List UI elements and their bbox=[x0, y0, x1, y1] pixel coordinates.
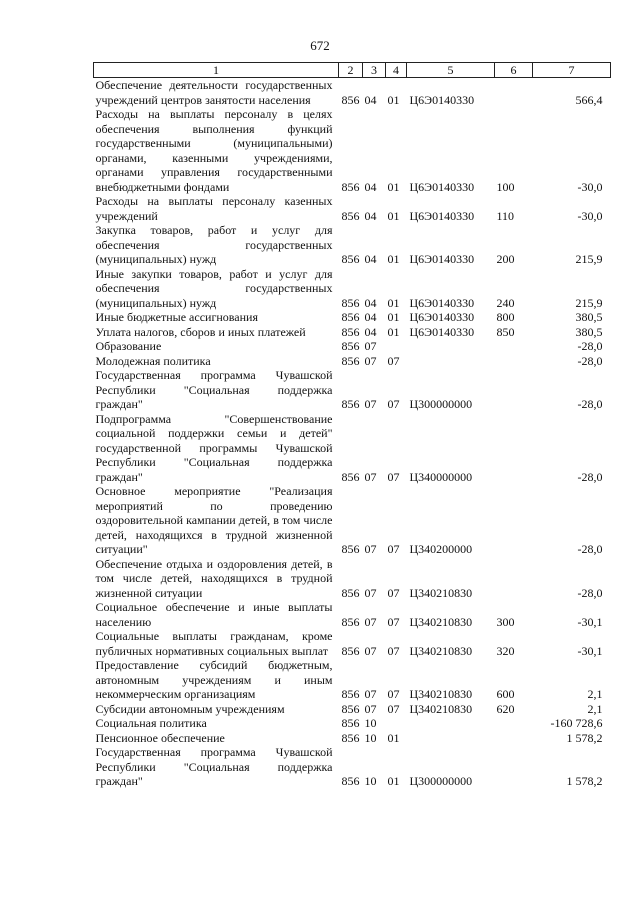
row-col-2: 856 bbox=[341, 687, 360, 701]
row-name: Расходы на выплаты персоналу казенных учреждений bbox=[95, 194, 333, 223]
row-col-5: Ц340000000 bbox=[409, 469, 473, 484]
row-col-5 bbox=[407, 339, 495, 354]
row-col-6 bbox=[495, 745, 533, 789]
row-col-5: Ц300000000 bbox=[409, 397, 473, 411]
row-col-6: 200 bbox=[496, 252, 515, 266]
row-col-2: 856 bbox=[341, 252, 360, 266]
row-name: Иные бюджетные ассигнования bbox=[95, 310, 258, 324]
table-row bbox=[94, 557, 611, 601]
row-col-3: 07 bbox=[364, 585, 377, 600]
row-col-4: 07 bbox=[387, 643, 400, 658]
row-name: Подпрограмма "Совершенствование социальной поддержки семьи и детей" государственной программы Чувашской Республики "Социальная поддержка граждан" bbox=[95, 411, 333, 484]
table-row bbox=[94, 629, 611, 658]
row-col-2: 856 bbox=[341, 353, 360, 368]
row-col-6 bbox=[495, 484, 533, 557]
row-col-6 bbox=[495, 368, 533, 412]
row-col-2: 856 bbox=[341, 310, 360, 324]
row-name: Государственная программа Чувашской Республики "Социальная поддержка граждан" bbox=[95, 368, 333, 411]
row-col-7: 566,4 bbox=[575, 92, 603, 107]
row-col-3: 07 bbox=[364, 701, 377, 716]
row-col-5: Ц300000000 bbox=[409, 774, 473, 788]
row-col-2: 856 bbox=[341, 730, 360, 745]
row-col-7: -28,0 bbox=[577, 542, 603, 556]
row-col-6 bbox=[495, 716, 533, 731]
row-col-5 bbox=[407, 716, 495, 731]
row-col-4: 01 bbox=[387, 208, 400, 223]
row-col-6: 100 bbox=[496, 179, 515, 194]
row-col-4: 07 bbox=[387, 701, 400, 716]
row-col-6: 850 bbox=[496, 324, 515, 339]
header-col-7: 7 bbox=[533, 63, 611, 78]
row-col-5 bbox=[407, 731, 495, 746]
row-col-4: 07 bbox=[387, 397, 400, 411]
table-row bbox=[94, 368, 611, 412]
row-col-3: 04 bbox=[364, 179, 377, 194]
row-col-2: 856 bbox=[341, 339, 360, 353]
row-col-4: 07 bbox=[387, 353, 400, 368]
row-col-5: Ц6Э0140330 bbox=[409, 324, 475, 339]
row-col-7: -30,1 bbox=[577, 643, 603, 658]
row-col-3: 04 bbox=[364, 324, 377, 339]
header-col-3: 3 bbox=[363, 63, 386, 78]
row-col-2: 856 bbox=[341, 92, 360, 107]
row-name: Обеспечение деятельности государственных учреждений центров занятости населения bbox=[95, 78, 333, 107]
row-col-6 bbox=[495, 731, 533, 746]
row-col-5: Ц340210830 bbox=[409, 585, 473, 600]
row-col-7: 215,9 bbox=[575, 252, 603, 266]
row-col-6 bbox=[495, 78, 533, 108]
row-col-3: 07 bbox=[364, 542, 377, 556]
row-col-7: 1 578,2 bbox=[566, 730, 603, 745]
row-col-6: 800 bbox=[496, 310, 515, 324]
row-col-4: 01 bbox=[387, 252, 400, 266]
row-col-3: 07 bbox=[364, 687, 377, 701]
row-name: Социальные выплаты гражданам, кроме публичных нормативных социальных выплат bbox=[95, 629, 333, 658]
row-col-7: 2,1 bbox=[587, 701, 603, 716]
table-row bbox=[94, 107, 611, 194]
table-row bbox=[94, 600, 611, 629]
row-col-2: 856 bbox=[341, 716, 360, 730]
page-number: 672 bbox=[310, 38, 330, 53]
row-col-4: 01 bbox=[387, 324, 400, 339]
row-col-5: Ц6Э0140330 bbox=[409, 252, 475, 266]
row-col-3: 10 bbox=[364, 730, 377, 745]
row-col-7: -28,0 bbox=[577, 339, 603, 353]
row-name: Закупка товаров, работ и услуг для обеспечения государственных (муниципальных) нужд bbox=[95, 223, 333, 266]
row-col-3: 10 bbox=[364, 716, 377, 730]
table-row bbox=[94, 658, 611, 702]
header-col-4: 4 bbox=[386, 63, 407, 78]
row-col-7: 380,5 bbox=[575, 324, 603, 339]
row-col-4: 07 bbox=[387, 469, 400, 484]
row-col-3: 07 bbox=[364, 614, 377, 629]
row-col-3: 04 bbox=[364, 310, 377, 324]
row-name: Уплата налогов, сборов и иных платежей bbox=[95, 324, 306, 339]
table-row bbox=[94, 354, 611, 369]
row-col-7: -28,0 bbox=[577, 353, 603, 368]
row-col-5: Ц6Э0140330 bbox=[409, 295, 475, 310]
row-col-6: 600 bbox=[496, 687, 515, 701]
row-name: Основное мероприятие "Реализация мероприятий по проведению оздоровительной кампании детей, в том числе детей, находящихся в трудной жизненной ситуации" bbox=[95, 484, 333, 556]
row-col-2: 856 bbox=[341, 469, 360, 484]
row-name: Субсидии автономным учреждениям bbox=[95, 701, 285, 716]
row-col-3: 07 bbox=[364, 339, 377, 353]
table-row bbox=[94, 702, 611, 717]
row-col-3: 07 bbox=[364, 397, 377, 411]
row-col-5: Ц340210830 bbox=[409, 687, 473, 701]
row-col-6: 620 bbox=[496, 701, 515, 716]
row-name: Расходы на выплаты персоналу в целях обеспечения выполнения функций государственными (муниципальными) органами, казенными учреждениями, органами управления государственными внебюджетными фондами bbox=[95, 107, 333, 194]
row-col-7: -30,0 bbox=[577, 208, 603, 223]
row-col-2: 856 bbox=[341, 774, 360, 788]
row-col-3: 07 bbox=[364, 643, 377, 658]
row-col-2: 856 bbox=[341, 701, 360, 716]
row-col-5: Ц340210830 bbox=[409, 701, 473, 716]
row-col-5: Ц6Э0140330 bbox=[409, 208, 475, 223]
row-name: Государственная программа Чувашской Республики "Социальная поддержка граждан" bbox=[95, 745, 333, 788]
header-col-6: 6 bbox=[495, 63, 533, 78]
row-col-2: 856 bbox=[341, 397, 360, 411]
row-col-3: 04 bbox=[364, 208, 377, 223]
table-row bbox=[94, 325, 611, 340]
row-col-7: -30,0 bbox=[577, 179, 603, 194]
header-col-1: 1 bbox=[94, 63, 339, 78]
row-col-4 bbox=[386, 339, 407, 354]
row-col-2: 856 bbox=[341, 614, 360, 629]
row-col-2: 856 bbox=[341, 542, 360, 556]
row-name: Образование bbox=[95, 339, 162, 353]
row-col-5: Ц340210830 bbox=[409, 643, 473, 658]
row-col-2: 856 bbox=[341, 643, 360, 658]
row-col-4: 07 bbox=[387, 542, 400, 556]
table-row bbox=[94, 484, 611, 557]
row-col-4: 01 bbox=[387, 295, 400, 310]
row-col-7: -28,0 bbox=[577, 469, 603, 484]
row-col-3: 07 bbox=[364, 353, 377, 368]
row-col-2: 856 bbox=[341, 208, 360, 223]
table-row bbox=[94, 412, 611, 485]
row-col-6 bbox=[495, 339, 533, 354]
row-col-3: 04 bbox=[364, 252, 377, 266]
header-col-5: 5 bbox=[407, 63, 495, 78]
row-name: Социальное обеспечение и иные выплаты населению bbox=[95, 600, 333, 629]
table-row bbox=[94, 310, 611, 325]
row-name: Иные закупки товаров, работ и услуг для обеспечения государственных (муниципальных) нужд bbox=[95, 266, 333, 310]
row-col-7: 215,9 bbox=[575, 295, 603, 310]
row-name: Молодежная политика bbox=[95, 353, 211, 368]
row-col-4: 01 bbox=[387, 730, 400, 745]
row-name: Предоставление субсидий бюджетным, автономным учреждениям и иным некоммерческим организациям bbox=[95, 658, 333, 701]
row-name: Обеспечение отдыха и оздоровления детей, в том числе детей, находящихся в трудной жизненной ситуации bbox=[95, 556, 333, 600]
row-col-7: -28,0 bbox=[577, 585, 603, 600]
row-col-2: 856 bbox=[341, 324, 360, 339]
row-col-6: 110 bbox=[496, 208, 515, 223]
row-col-7: -160 728,6 bbox=[550, 716, 603, 730]
row-col-5: Ц340210830 bbox=[409, 614, 473, 629]
row-col-6 bbox=[495, 557, 533, 601]
row-col-2: 856 bbox=[341, 585, 360, 600]
row-col-4: 01 bbox=[387, 92, 400, 107]
row-col-6: 320 bbox=[496, 643, 515, 658]
row-col-4 bbox=[386, 716, 407, 731]
table-row bbox=[94, 267, 611, 311]
row-col-5 bbox=[407, 354, 495, 369]
row-col-4: 07 bbox=[387, 687, 400, 701]
row-col-6: 240 bbox=[496, 295, 515, 310]
budget-table bbox=[93, 62, 611, 789]
header-col-2: 2 bbox=[339, 63, 363, 78]
row-col-3: 10 bbox=[364, 774, 377, 788]
row-col-4: 07 bbox=[387, 614, 400, 629]
row-col-7: -28,0 bbox=[577, 397, 603, 411]
row-col-6 bbox=[495, 354, 533, 369]
table-row bbox=[94, 223, 611, 267]
row-col-2: 856 bbox=[341, 179, 360, 194]
row-col-5: Ц340200000 bbox=[409, 542, 473, 556]
row-col-7: 1 578,2 bbox=[566, 774, 603, 788]
row-col-5: Ц6Э0140330 bbox=[409, 92, 475, 107]
table-body bbox=[94, 78, 611, 789]
row-col-3: 07 bbox=[364, 469, 377, 484]
header-row bbox=[94, 63, 611, 78]
table-row bbox=[94, 745, 611, 789]
row-col-3: 04 bbox=[364, 295, 377, 310]
row-col-4: 07 bbox=[387, 585, 400, 600]
row-col-4: 01 bbox=[387, 774, 400, 788]
table-row bbox=[94, 716, 611, 731]
table-row bbox=[94, 339, 611, 354]
table-row bbox=[94, 78, 611, 108]
row-col-4: 01 bbox=[387, 179, 400, 194]
row-col-4: 01 bbox=[387, 310, 400, 324]
row-name: Пенсионное обеспечение bbox=[95, 730, 225, 745]
row-name: Социальная политика bbox=[95, 716, 207, 730]
row-col-7: 2,1 bbox=[587, 687, 603, 701]
row-col-7: 380,5 bbox=[575, 310, 603, 324]
row-col-5: Ц6Э0140330 bbox=[409, 179, 475, 194]
row-col-6 bbox=[495, 412, 533, 485]
row-col-7: -30,1 bbox=[577, 614, 603, 629]
table-row bbox=[94, 194, 611, 223]
table-row bbox=[94, 731, 611, 746]
row-col-5: Ц6Э0140330 bbox=[409, 310, 475, 324]
row-col-3: 04 bbox=[364, 92, 377, 107]
row-col-6: 300 bbox=[496, 614, 515, 629]
row-col-2: 856 bbox=[341, 295, 360, 310]
